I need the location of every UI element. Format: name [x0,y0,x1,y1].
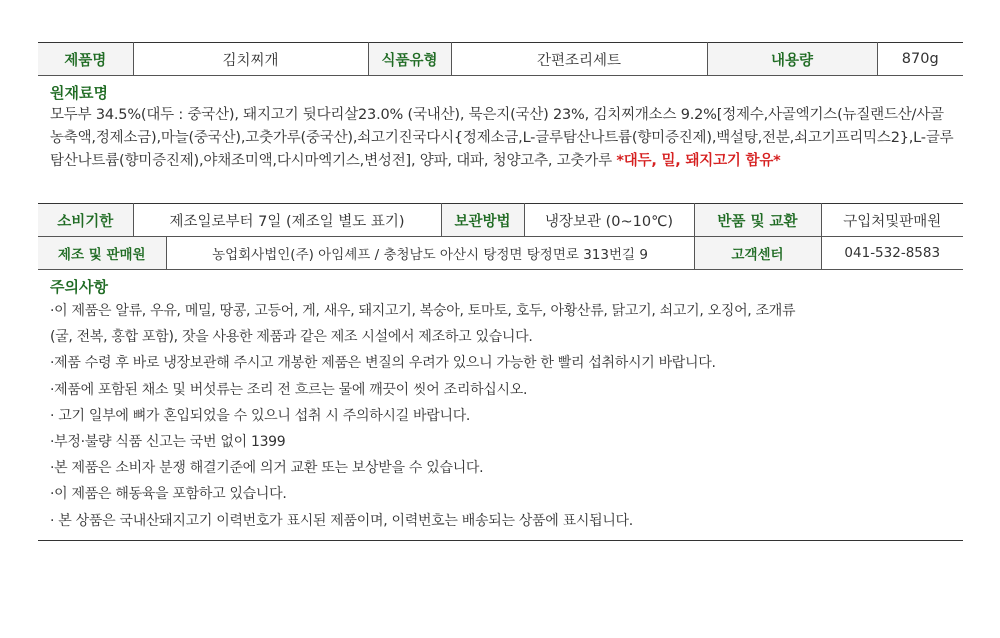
volume-value: 870g [877,43,963,76]
ingredients-title: 원재료명 [50,84,108,102]
product-summary-table [38,42,963,76]
maker-label: 제조 및 판매원 [38,237,166,270]
return-value: 구입처및판매원 [821,204,963,237]
customer-center-label: 고객센터 [694,237,821,270]
storage-info-table [38,203,963,237]
ingredients-text: 모두부 34.5%(대두 : 중국산), 돼지고기 뒷다리살23.0% (국내산), 묵은지(국산) 23%, 김치찌개소스 9.2%[정제수,사골엑기스(뉴질랜드산/사골농축액,정제소금),마늘(중국산),고춧가루(중국산),쇠고기진국다시{정제소금,L-글루탐산나트륨(향미증진제),백설탕,전분,쇠고기프리믹스2},L-글루탐산나트륨(향미증진제),야채조미액,다시마엑기스,변성전], 양파, 대파, 청양고추, 고춧가루 [50,107,954,169]
ingredients-section [38,76,963,173]
storage-label: 보관방법 [441,204,524,237]
precaution-line: ·이 제품은 해동육을 포함하고 있습니다. [50,486,287,503]
ingredients-text-block [50,104,963,173]
volume-label: 내용량 [707,43,877,76]
bottom-divider [38,540,963,541]
maker-info-row [38,237,963,270]
storage-info-row [38,204,963,237]
product-label-sheet [38,42,963,541]
section-spacer [38,173,963,203]
customer-center-phone: 041-532-8583 [821,237,963,270]
product-summary-row [38,43,963,76]
food-type-label: 식품유형 [368,43,451,76]
return-label: 반품 및 교환 [694,204,821,237]
food-type-value: 간편조리세트 [451,43,707,76]
precautions-section [38,270,963,534]
product-name-label: 제품명 [38,43,133,76]
precaution-line: ·부정·불량 식품 신고는 국번 없이 1399 [50,434,286,451]
precaution-line: (굴, 전복, 홍합 포함), 잣을 사용한 제품과 같은 제조 시설에서 제조하고 있습니다. [50,329,533,346]
maker-value: 농업회사법인(주) 아임셰프 / 충청남도 아산시 탕정면 탕정면로 313번길 9 [166,237,694,270]
precaution-line: · 본 상품은 국내산돼지고기 이력번호가 표시된 제품이며, 이력번호는 배송되는 상품에 표시됩니다. [50,512,633,529]
precautions-list [50,298,963,534]
precautions-title: 주의사항 [50,278,108,296]
maker-info-table [38,237,963,270]
expiry-label: 소비기한 [38,204,133,237]
precaution-line: ·본 제품은 소비자 분쟁 해결기준에 의거 교환 또는 보상받을 수 있습니다. [50,460,484,477]
precaution-line: · 고기 일부에 뼈가 혼입되었을 수 있으니 섭취 시 주의하시길 바랍니다. [50,407,471,424]
storage-value: 냉장보관 (0~10℃) [524,204,694,237]
precaution-line: ·제품 수령 후 바로 냉장보관해 주시고 개봉한 제품은 변질의 우려가 있으니 가능한 한 빨리 섭취하시기 바랍니다. [50,355,716,372]
precaution-line: ·이 제품은 알류, 우유, 메밀, 땅콩, 고등어, 게, 새우, 돼지고기, 복숭아, 토마토, 호두, 아황산류, 닭고기, 쇠고기, 오징어, 조개류 [50,303,796,319]
allergen-notice: *대두, 밀, 돼지고기 함유* [616,153,781,169]
product-name-value: 김치찌개 [133,43,368,76]
precaution-line: ·제품에 포함된 채소 및 버섯류는 조리 전 흐르는 물에 깨끗이 씻어 조리하십시오. [50,381,528,398]
expiry-value: 제조일로부터 7일 (제조일 별도 표기) [133,204,441,237]
